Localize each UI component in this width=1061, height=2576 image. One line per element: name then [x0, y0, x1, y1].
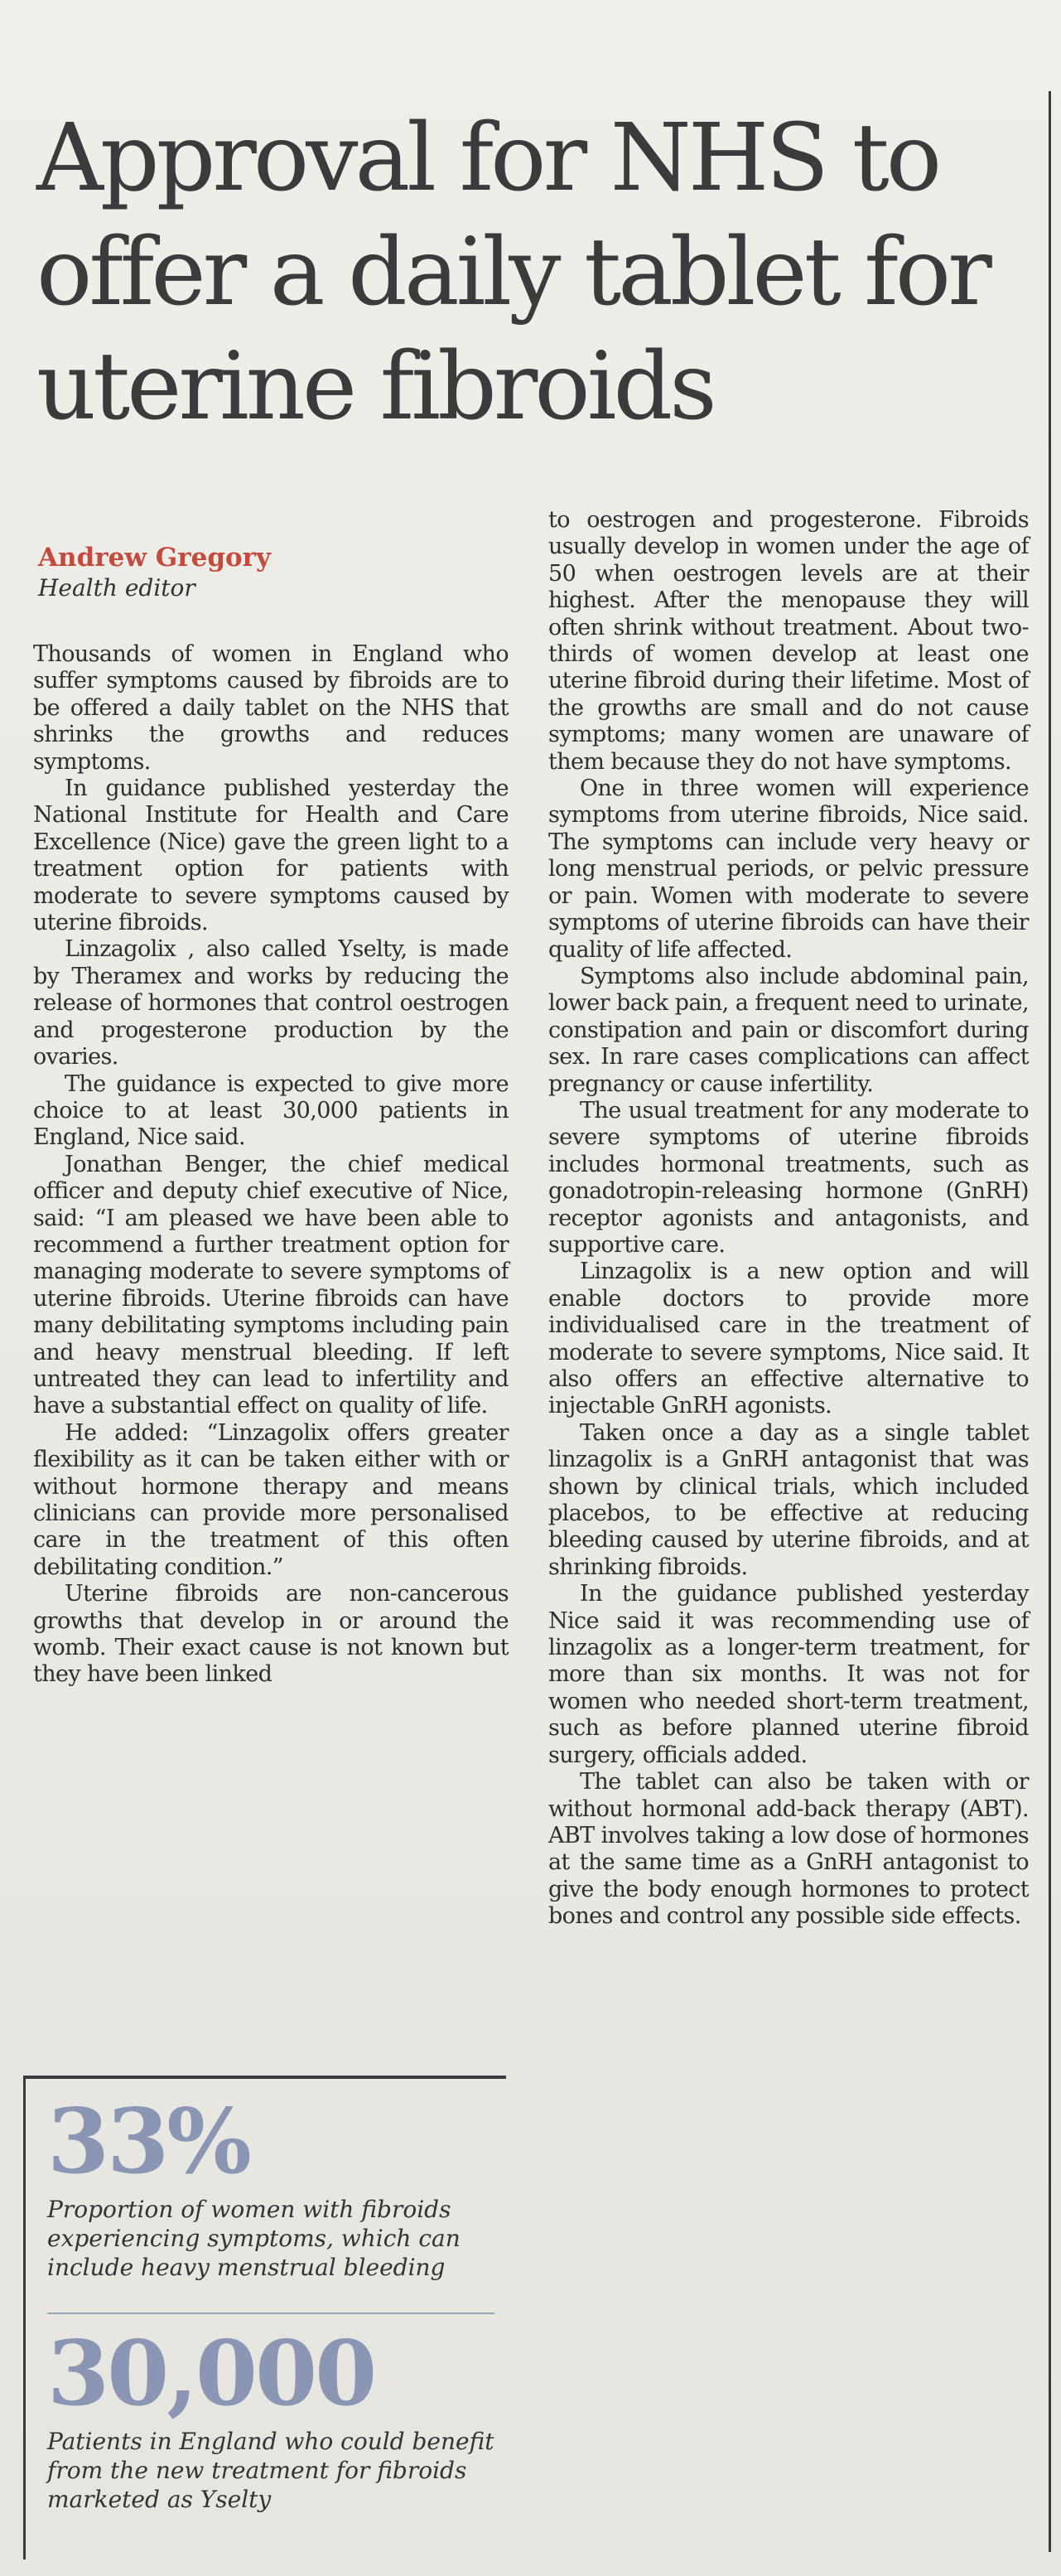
paragraph: Linzagolix is a new option and will enable doctors to provide more individualised care in the treatment of moderate to severe symptoms, Nice said. It also offers an effective alternative to injectable GnRH agonists.: [548, 1259, 1029, 1419]
paragraph: Jonathan Benger, the chief medical officer and deputy chief executive of Nice, said: “I am pleased we have been able to recommend a further treatment option for managing moderate to severe symptoms of uterine fibroids. Uterine fibroids can have many debilitating symptoms including pain and heavy menstrual bleeding. If left untreated they can lead to infertility and have a substantial effect on quality of life.: [33, 1151, 509, 1419]
author-role: Health editor: [38, 574, 195, 602]
fact-divider: [47, 2313, 494, 2314]
paragraph: Symptoms also include abdominal pain, lower back pain, a frequent need to urinate, constipation and pain or discomfort during sex. In rare cases complications can affect pregnancy or cause infertility.: [548, 963, 1029, 1097]
article-column-left: [33, 641, 509, 1689]
column-rule: [1049, 91, 1051, 2552]
paragraph: Uterine fibroids are non-cancerous growths that develop in or around the womb. Their exact cause is not known but they have been linked: [33, 1581, 509, 1688]
paragraph: One in three women will experience symptoms from uterine fibroids, Nice said. The symptoms can include very heavy or long menstrual periods, or pelvic pressure or pain. Women with moderate to severe symptoms of uterine fibroids can have their quality of life affected.: [548, 776, 1029, 963]
fact-figure: 30,000: [47, 2322, 375, 2426]
paragraph: The tablet can also be taken with or without hormonal add-back therapy (ABT). ABT involves taking a low dose of hormones at the same time as a GnRH antagonist to give the body enough hormones to protect bones and control any possible side effects.: [548, 1769, 1029, 1930]
paragraph: Thousands of women in England who suffer symptoms caused by fibroids are to be offered a daily tablet on the NHS that shrinks the growths and reduces symptoms.: [33, 641, 509, 775]
paragraph: The usual treatment for any moderate to severe symptoms of uterine fibroids includes hormonal treatments, such as gonadotropin-releasing hormone (GnRH) receptor agonists and antagonists, and supportive care.: [548, 1097, 1029, 1258]
fact-box: [23, 2076, 506, 2559]
fact-figure: 33%: [47, 2090, 249, 2194]
paragraph: In guidance published yesterday the National Institute for Health and Care Excellence (Nice) gave the green light to a treatment option for patients with moderate to severe symptoms caused by uterine fibroids.: [33, 776, 509, 936]
paragraph: Taken once a day as a single tablet linzagolix is a GnRH antagonist that was shown by clinical trials, which included placebos, to be effective at reducing bleeding caused by uterine fibroids, and at shrinking fibroids.: [548, 1419, 1029, 1580]
fact-caption: Patients in England who could benefit from the new treatment for fibroids marketed as Yselty: [47, 2428, 494, 2513]
author-name: Andrew Gregory: [38, 543, 272, 573]
headline: Approval for NHS to offer a daily tablet for uterine fibroids: [36, 104, 989, 441]
paragraph: In the guidance published yesterday Nice said it was recommending use of linzagolix as a longer-term treatment, for more than six months. It was not for women who needed short-term treatment, such as before planned uterine fibroid surgery, officials added.: [548, 1581, 1029, 1768]
article-column-right: [548, 507, 1029, 1931]
paragraph: He added: “Linzagolix offers greater flexibility as it can be taken either with or without hormone therapy and means clinicians can provide more personalised care in the treatment of this often debilitating condition.”: [33, 1419, 509, 1580]
fact-caption: Proportion of women with fibroids experiencing symptoms, which can include heavy menstrual bleeding: [47, 2196, 461, 2281]
paragraph: The guidance is expected to give more choice to at least 30,000 patients in England, Nice said.: [33, 1071, 509, 1151]
paragraph: Linzagolix , also called Yselty, is made by Theramex and works by reducing the release of hormones that control oestrogen and progesterone production by the ovaries.: [33, 936, 509, 1071]
paragraph: to oestrogen and progesterone. Fibroids usually develop in women under the age of 50 when oestrogen levels are at their highest. After the menopause they will often shrink without treatment. About two-thirds of women develop at least one uterine fibroid during their lifetime. Most of the growths are small and do not cause symptoms; many women are unaware of them because they do not have symptoms.: [548, 507, 1029, 775]
fact-item: [47, 2090, 494, 2282]
fact-item: [47, 2322, 494, 2514]
byline: [38, 542, 502, 603]
